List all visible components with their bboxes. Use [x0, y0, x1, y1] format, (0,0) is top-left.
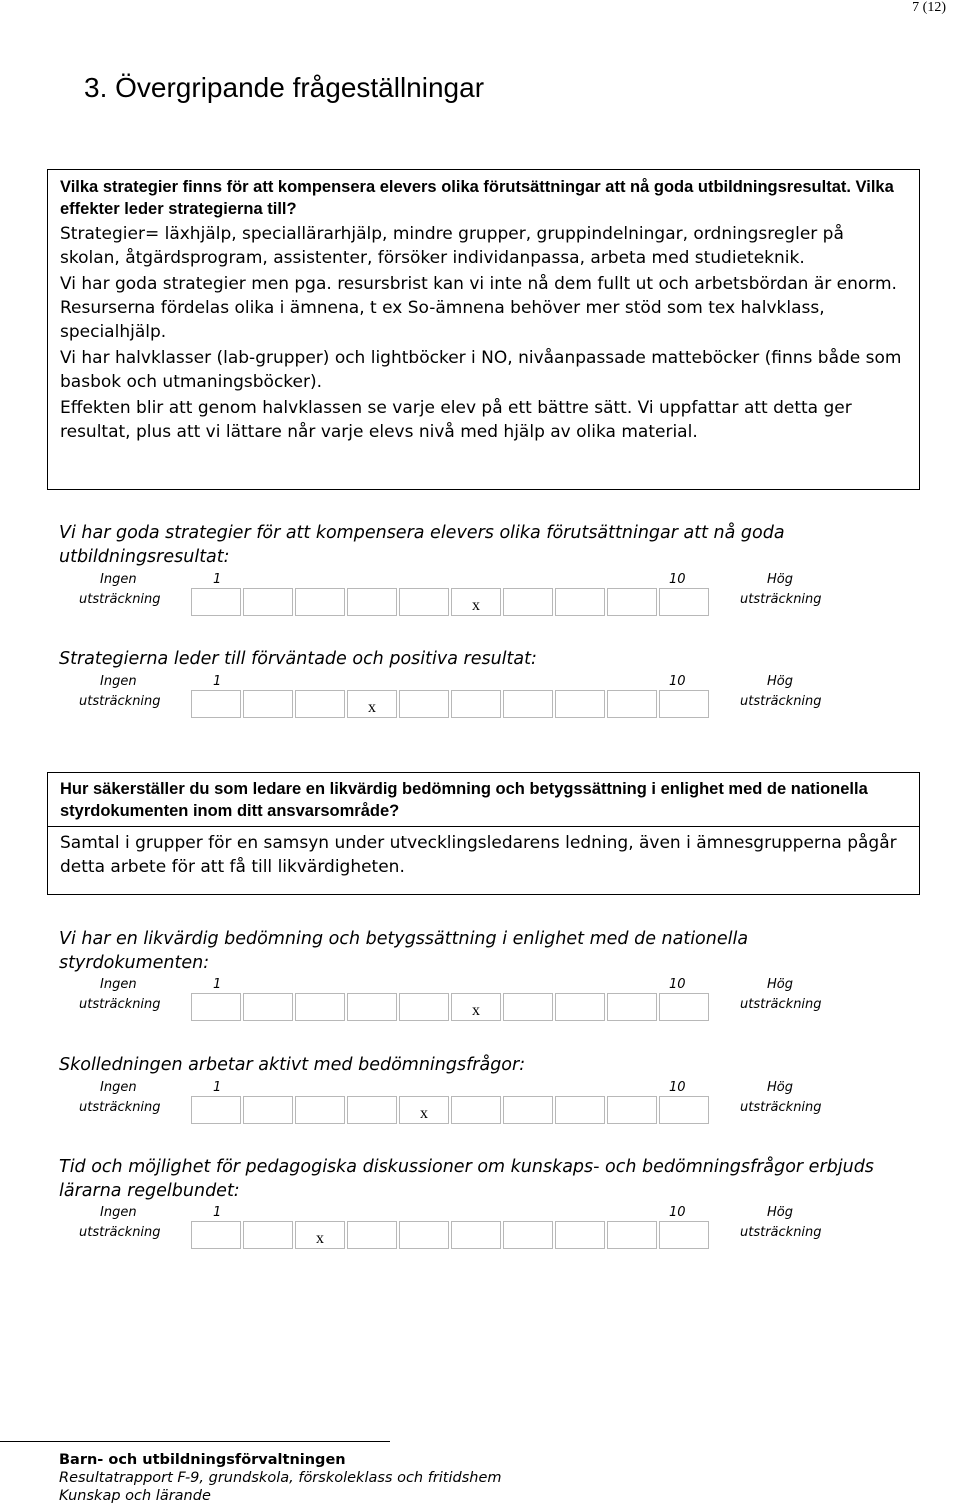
scale-min-label: 1 — [213, 1205, 222, 1220]
scale-cell[interactable] — [503, 690, 553, 718]
scale-cell[interactable] — [451, 588, 501, 616]
footer-area: Kunskap och lärande — [59, 1488, 211, 1504]
footer-org: Barn- och utbildningsförvaltningen — [59, 1452, 346, 1468]
rating-question: Strategierna leder till förväntade och positiva resultat: — [59, 649, 537, 669]
scale-cell[interactable] — [295, 690, 345, 718]
scale-cell[interactable] — [347, 690, 397, 718]
box-answer: Samtal i grupper för en samsyn under utvecklingsledarens ledning, även i ämnesgrupperna pågår detta arbete för att få till likvärdigheten. — [60, 833, 897, 877]
scale-high-label: Hög — [767, 977, 793, 992]
scale-cell[interactable] — [243, 993, 293, 1021]
rating-question: Vi har en likvärdig bedömning och betygssättning i enlighet med de nationella styrdokumenten: — [59, 929, 749, 973]
answer-paragraph: Strategier= läxhjälp, speciallärarhjälp, mindre grupper, gruppindelningar, ordningsregler på skolan, åtgärdsprogram, assistenter, försöker individanpassa, arbeta med studieteknik. — [60, 224, 844, 268]
scale-cell[interactable] — [295, 993, 345, 1021]
scale-cell[interactable] — [451, 1221, 501, 1249]
scale-cells — [191, 1096, 709, 1124]
scale-mark: x — [368, 699, 376, 716]
scale-cell[interactable] — [659, 1221, 709, 1249]
scale-cell[interactable] — [295, 1096, 345, 1124]
scale-low-label: utsträckning — [79, 1225, 161, 1240]
scale-high-label: Hög — [767, 1080, 793, 1095]
scale-cell[interactable] — [555, 690, 605, 718]
scale-max-label: 10 — [669, 1205, 686, 1220]
question-box-strategies — [47, 169, 920, 490]
scale-low-label: utsträckning — [79, 592, 161, 607]
box-question: Vilka strategier finns för att kompensera elevers olika förutsättningar att nå goda utbildningsresultat. Vilka effekter leder strategierna till? — [60, 178, 894, 218]
scale-cell[interactable] — [503, 993, 553, 1021]
rating-question: Skolledningen arbetar aktivt med bedömningsfrågor: — [59, 1055, 526, 1075]
scale-cell[interactable] — [347, 1096, 397, 1124]
scale-cell[interactable] — [607, 993, 657, 1021]
scale-max-label: 10 — [669, 977, 686, 992]
answer-paragraph: Vi har halvklasser (lab-grupper) och lightböcker i NO, nivåanpassade matteböcker (finns både som basbok och utmaningsböcker). — [60, 348, 902, 392]
scale-cell[interactable] — [399, 588, 449, 616]
scale-high-label: Hög — [767, 1205, 793, 1220]
scale-cell[interactable] — [659, 690, 709, 718]
footer-report: Resultatrapport F-9, grundskola, förskoleklass och fritidshem — [59, 1470, 502, 1486]
rating-scale — [0, 977, 960, 1025]
scale-high-label: utsträckning — [740, 997, 822, 1012]
scale-mark: x — [316, 1230, 324, 1247]
scale-cell[interactable] — [243, 588, 293, 616]
scale-low-label: utsträckning — [79, 694, 161, 709]
scale-cell[interactable] — [555, 993, 605, 1021]
scale-cell[interactable] — [607, 588, 657, 616]
scale-cell[interactable] — [191, 993, 241, 1021]
page-number: 7 (12) — [912, 0, 946, 15]
scale-max-label: 10 — [669, 674, 686, 689]
scale-cells — [191, 993, 709, 1021]
scale-cell[interactable] — [451, 1096, 501, 1124]
scale-mark: x — [420, 1105, 428, 1122]
scale-cell[interactable] — [555, 588, 605, 616]
rating-scale — [0, 674, 960, 722]
scale-cell[interactable] — [191, 1096, 241, 1124]
scale-cell[interactable] — [347, 1221, 397, 1249]
scale-high-label: utsträckning — [740, 592, 822, 607]
scale-cell[interactable] — [191, 1221, 241, 1249]
scale-low-label: Ingen — [100, 977, 137, 992]
question-box-assessment — [47, 772, 920, 895]
scale-min-label: 1 — [213, 572, 222, 587]
scale-low-label: utsträckning — [79, 997, 161, 1012]
scale-low-label: Ingen — [100, 572, 137, 587]
scale-cell[interactable] — [659, 1096, 709, 1124]
rating-question: Vi har goda strategier för att kompensera elevers olika förutsättningar att nå goda utbildningsresultat: — [59, 523, 785, 567]
scale-cell[interactable] — [607, 1221, 657, 1249]
scale-cell[interactable] — [607, 690, 657, 718]
scale-cell[interactable] — [451, 993, 501, 1021]
scale-cell[interactable] — [295, 1221, 345, 1249]
scale-min-label: 1 — [213, 674, 222, 689]
rating-scale — [0, 1080, 960, 1128]
scale-cell[interactable] — [243, 1221, 293, 1249]
scale-cells — [191, 588, 709, 616]
rating-scale — [0, 572, 960, 620]
scale-cell[interactable] — [555, 1096, 605, 1124]
scale-high-label: Hög — [767, 572, 793, 587]
scale-cell[interactable] — [347, 993, 397, 1021]
answer-paragraph: Vi har goda strategier men pga. resursbrist kan vi inte nå dem fullt ut och arbetsbördan är enorm. Resurserna fördelas olika i ämnena, t ex So-ämnena behöver mer stöd som tex halvklass, specialhjälp. — [60, 274, 897, 342]
scale-mark: x — [472, 1002, 480, 1019]
scale-cell[interactable] — [503, 588, 553, 616]
scale-low-label: Ingen — [100, 1080, 137, 1095]
scale-cell[interactable] — [399, 690, 449, 718]
scale-cell[interactable] — [503, 1096, 553, 1124]
scale-low-label: Ingen — [100, 674, 137, 689]
box-question: Hur säkerställer du som ledare en likvärdig bedömning och betygssättning i enlighet med de nationella styrdokumenten inom ditt ansvarsområde? — [48, 778, 919, 827]
scale-high-label: Hög — [767, 674, 793, 689]
footer — [59, 1451, 502, 1505]
scale-cell[interactable] — [451, 690, 501, 718]
scale-cell[interactable] — [503, 1221, 553, 1249]
scale-max-label: 10 — [669, 1080, 686, 1095]
rating-scale — [0, 1205, 960, 1253]
footer-divider — [0, 1441, 390, 1442]
scale-cells — [191, 690, 709, 718]
rating-question: Tid och möjlighet för pedagogiska diskussioner om kunskaps- och bedömningsfrågor erbjuds lärarna regelbundet: — [59, 1157, 874, 1201]
scale-max-label: 10 — [669, 572, 686, 587]
scale-cell[interactable] — [659, 993, 709, 1021]
scale-cell[interactable] — [659, 588, 709, 616]
scale-min-label: 1 — [213, 1080, 222, 1095]
scale-mark: x — [472, 597, 480, 614]
scale-cells — [191, 1221, 709, 1249]
scale-cell[interactable] — [243, 690, 293, 718]
box-answer — [48, 222, 919, 444]
section-heading: 3. Övergripande frågeställningar — [84, 72, 485, 103]
scale-cell[interactable] — [399, 993, 449, 1021]
scale-low-label: Ingen — [100, 1205, 137, 1220]
scale-cell[interactable] — [243, 1096, 293, 1124]
scale-low-label: utsträckning — [79, 1100, 161, 1115]
scale-high-label: utsträckning — [740, 1225, 822, 1240]
scale-cell[interactable] — [607, 1096, 657, 1124]
scale-cell[interactable] — [191, 690, 241, 718]
scale-min-label: 1 — [213, 977, 222, 992]
scale-cell[interactable] — [295, 588, 345, 616]
scale-high-label: utsträckning — [740, 1100, 822, 1115]
scale-cell[interactable] — [191, 588, 241, 616]
scale-cell[interactable] — [347, 588, 397, 616]
answer-paragraph: Effekten blir att genom halvklassen se varje elev på ett bättre sätt. Vi uppfattar att detta ger resultat, plus att vi lättare når varje elevs nivå med hjälp av olika material. — [60, 398, 852, 442]
scale-cell[interactable] — [399, 1096, 449, 1124]
scale-high-label: utsträckning — [740, 694, 822, 709]
scale-cell[interactable] — [399, 1221, 449, 1249]
scale-cell[interactable] — [555, 1221, 605, 1249]
